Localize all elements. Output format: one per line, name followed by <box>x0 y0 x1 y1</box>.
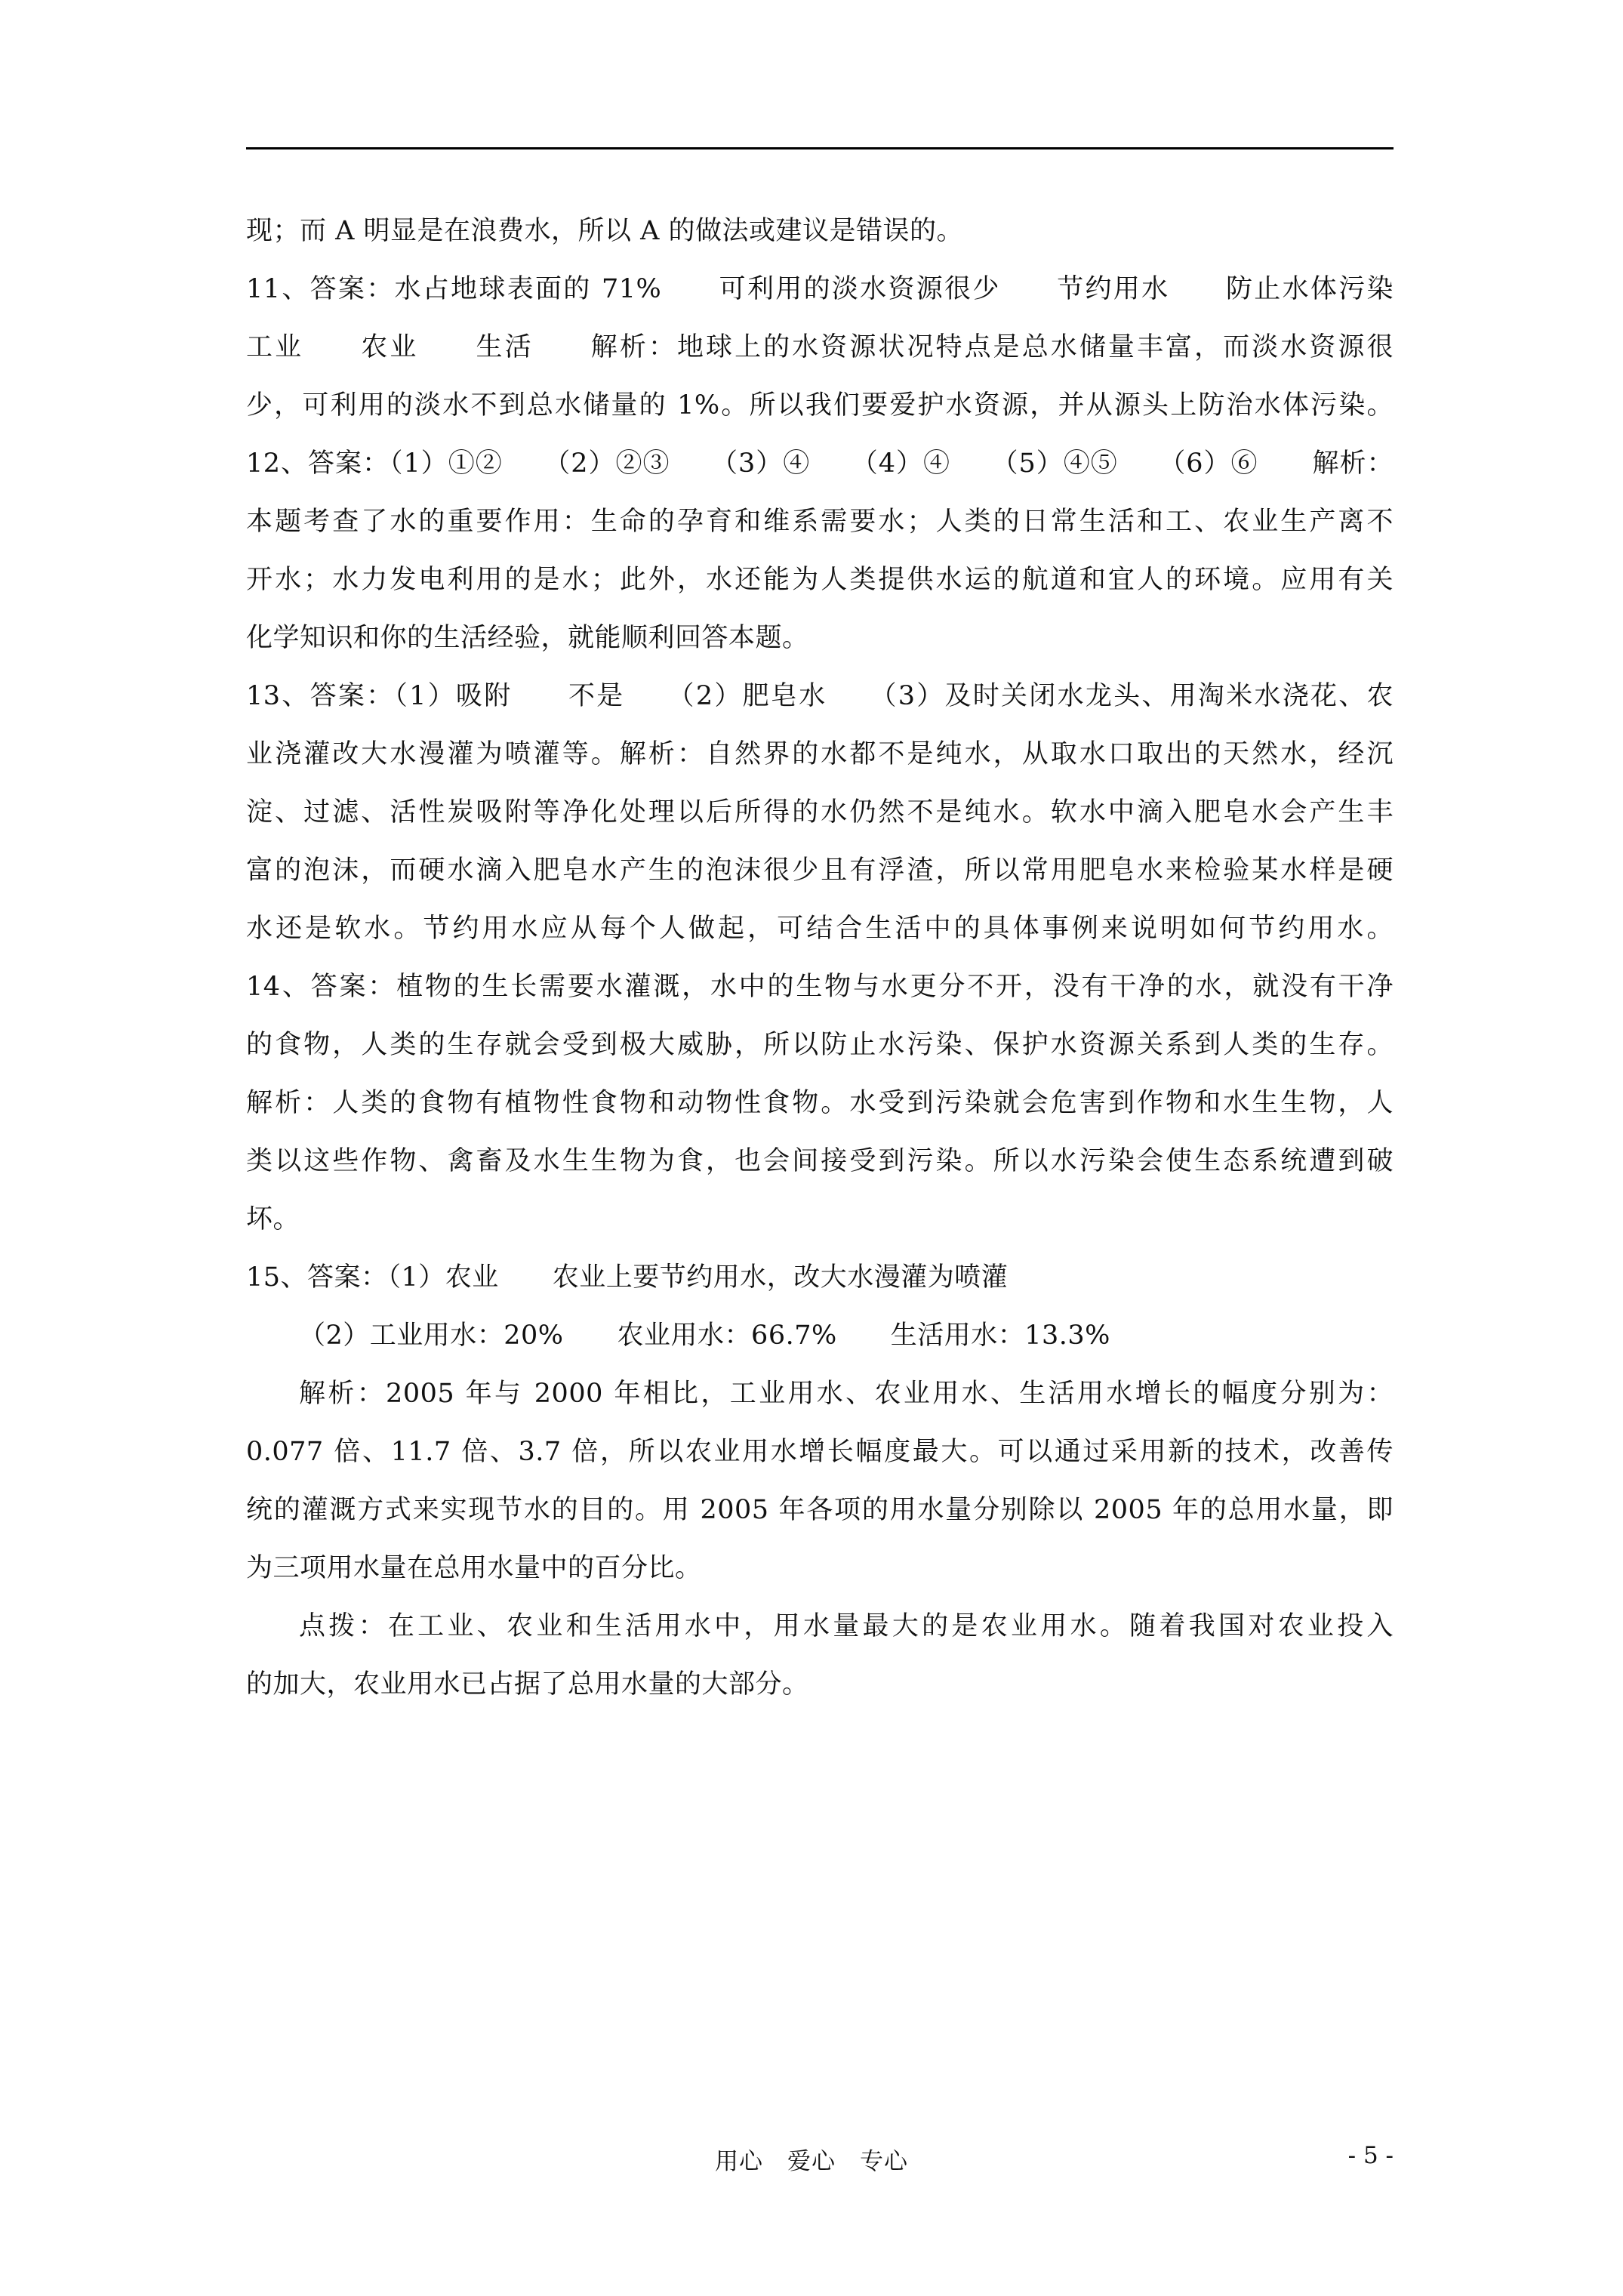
text-line: 水还是软水。节约用水应从每个人做起，可结合生活中的具体事例来说明如何节约用水。 <box>246 914 1394 944</box>
text-line: 15、答案：（1）农业 农业上要节约用水，改大水漫灌为喷灌 <box>246 1262 1009 1293</box>
text-line: 化学知识和你的生活经验，就能顺利回答本题。 <box>246 623 809 653</box>
text-line: 点拨：在工业、农业和生活用水中，用水量最大的是农业用水。随着我国对农业投入 <box>299 1611 1394 1641</box>
text-line: 富的泡沫，而硬水滴入肥皂水产生的泡沫很少且有浮渣，所以常用肥皂水来检验某水样是硬 <box>246 855 1394 886</box>
text-line: 少，可利用的淡水不到总水储量的 1%。所以我们要爱护水资源，并从源头上防治水体污染。 <box>246 390 1394 421</box>
footer-motto-text: 用心 爱心 专心 <box>715 2148 908 2175</box>
text-line: 的食物，人类的生存就会受到极大威胁，所以防止水污染、保护水资源关系到人类的生存。 <box>246 1030 1394 1060</box>
text-line: （2）工业用水：20% 农业用水：66.7% 生活用水：13.3% <box>299 1321 1110 1351</box>
text-line: 13、答案：（1）吸附 不是 （2）肥皂水 （3）及时关闭水龙头、用淘米水浇花、农 <box>246 681 1394 711</box>
text-line: 11、答案：水占地球表面的 71% 可利用的淡水资源很少 节约用水 防止水体污染 <box>246 274 1394 304</box>
text-line: 解析：2005 年与 2000 年相比，工业用水、农业用水、生活用水增长的幅度分别为： <box>299 1379 1394 1409</box>
text-line: 0.077 倍、11.7 倍、3.7 倍，所以农业用水增长幅度最大。可以通过采用新的技术，改善传 <box>246 1437 1394 1467</box>
text-line: 本题考查了水的重要作用：生命的孕育和维系需要水；人类的日常生活和工、农业生产离不 <box>246 507 1394 537</box>
text-line: 的加大，农业用水已占据了总用水量的大部分。 <box>246 1669 809 1700</box>
page-number: - 5 - <box>1347 2142 1394 2169</box>
document-body <box>246 202 1394 1714</box>
header-rule <box>246 147 1394 149</box>
text-line: 14、答案：植物的生长需要水灌溉，水中的生物与水更分不开，没有干净的水，就没有干净 <box>246 972 1394 1002</box>
text-line: 现；而 A 明显是在浪费水，所以 A 的做法或建议是错误的。 <box>246 216 964 246</box>
text-line: 类以这些作物、禽畜及水生生物为食，也会间接受到污染。所以水污染会使生态系统遭到破 <box>246 1146 1394 1176</box>
text-line: 12、答案：（1）①② （2）②③ （3）④ （4）④ （5）④⑤ （6）⑥ 解析： <box>246 448 1394 479</box>
text-line: 为三项用水量在总用水量中的百分比。 <box>246 1553 702 1583</box>
text-line: 坏。 <box>246 1204 300 1234</box>
text-line: 统的灌溉方式来实现节水的目的。用 2005 年各项的用水量分别除以 2005 年的总用水量，即 <box>246 1495 1394 1525</box>
text-line: 开水；水力发电利用的是水；此外，水还能为人类提供水运的航道和宜人的环境。应用有关 <box>246 565 1394 595</box>
text-line: 工业 农业 生活 解析：地球上的水资源状况特点是总水储量丰富，而淡水资源很 <box>246 332 1394 362</box>
text-line: 业浇灌改大水漫灌为喷灌等。解析：自然界的水都不是纯水，从取水口取出的天然水，经沉 <box>246 739 1394 769</box>
text-line: 解析：人类的食物有植物性食物和动物性食物。水受到污染就会危害到作物和水生生物，人 <box>246 1088 1394 1118</box>
text-line: 淀、过滤、活性炭吸附等净化处理以后所得的水仍然不是纯水。软水中滴入肥皂水会产生丰 <box>246 797 1394 827</box>
